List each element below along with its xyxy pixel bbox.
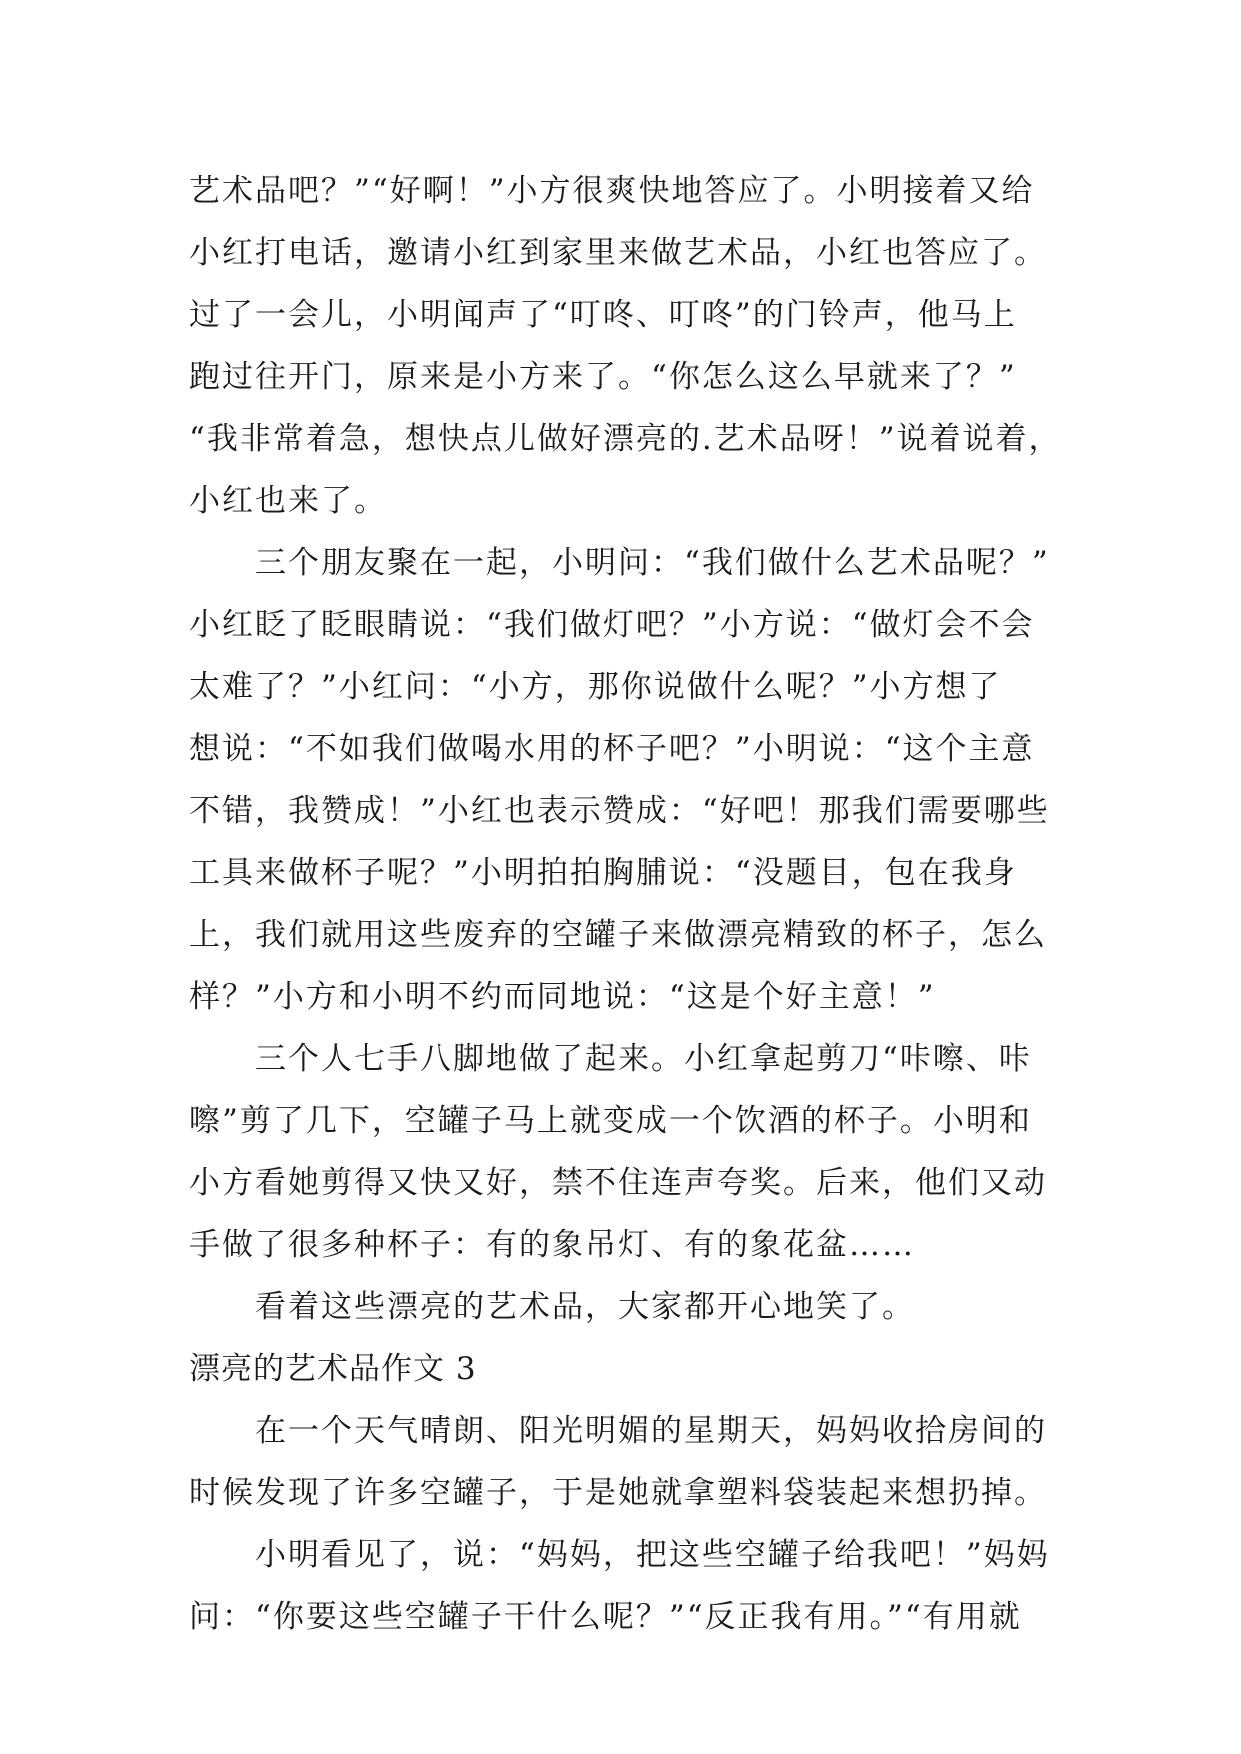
essay-text	[189, 160, 1069, 1648]
text-line: 时候发现了许多空罐子，于是她就拿塑料袋装起来想扔掉。	[189, 1475, 1047, 1511]
text-line: “我非常着急，想快点儿做好漂亮的.艺术品呀！”说着说着，	[189, 421, 1062, 457]
text-line: 手做了很多种杯子：有的象吊灯、有的象花盆……	[189, 1227, 915, 1263]
text-line: 在一个天气晴朗、阳光明媚的星期天，妈妈收拾房间的	[189, 1413, 1047, 1449]
text-line: 艺术品吧？”“好啊！”小方很爽快地答应了。小明接着又给	[189, 173, 1035, 209]
text-line: 小方看她剪得又快又好，禁不住连声夸奖。后来，他们又动	[189, 1165, 1047, 1201]
text-line: 想说：“不如我们做喝水用的杯子吧？”小明说：“这个主意	[189, 731, 1035, 767]
text-line: 嚓”剪了几下，空罐子马上就变成一个饮酒的杯子。小明和	[189, 1103, 1032, 1139]
text-line: 小红也来了。	[189, 483, 387, 519]
text-line: 过了一会儿，小明闻声了“叮咚、叮咚”的门铃声，他马上	[189, 297, 1017, 333]
text-line: 跑过往开门，原来是小方来了。“你怎么这么早就来了？”	[189, 359, 1017, 395]
text-line: 小红眨了眨眼睛说：“我们做灯吧？”小方说：“做灯会不会	[189, 607, 1035, 643]
text-line: 问：“你要这些空罐子干什么呢？”“反正我有用。”“有用就	[189, 1599, 1022, 1635]
text-line: 小红打电话，邀请小红到家里来做艺术品，小红也答应了。	[189, 235, 1047, 271]
text-line: 上，我们就用这些废弃的空罐子来做漂亮精致的杯子，怎么	[189, 917, 1047, 953]
text-line: 小明看见了，说：“妈妈，把这些空罐子给我吧！”妈妈	[189, 1537, 1050, 1573]
text-line: 太难了？”小红问：“小方，那你说做什么呢？”小方想了	[189, 669, 1002, 705]
text-line: 看着这些漂亮的艺术品，大家都开心地笑了。	[189, 1289, 915, 1325]
text-line: 样？”小方和小明不约而同地说：“这是个好主意！”	[189, 979, 936, 1015]
text-line: 三个人七手八脚地做了起来。小红拿起剪刀“咔嚓、咔	[189, 1041, 1032, 1077]
text-line: 不错，我赞成！”小红也表示赞成：“好吧！那我们需要哪些	[189, 793, 1050, 829]
text-line: 工具来做杯子呢？”小明拍拍胸脯说：“没题目，包在我身	[189, 855, 1017, 891]
section-heading: 漂亮的艺术品作文 3	[189, 1351, 477, 1387]
text-line: 三个朋友聚在一起，小明问：“我们做什么艺术品呢？”	[189, 545, 1050, 581]
